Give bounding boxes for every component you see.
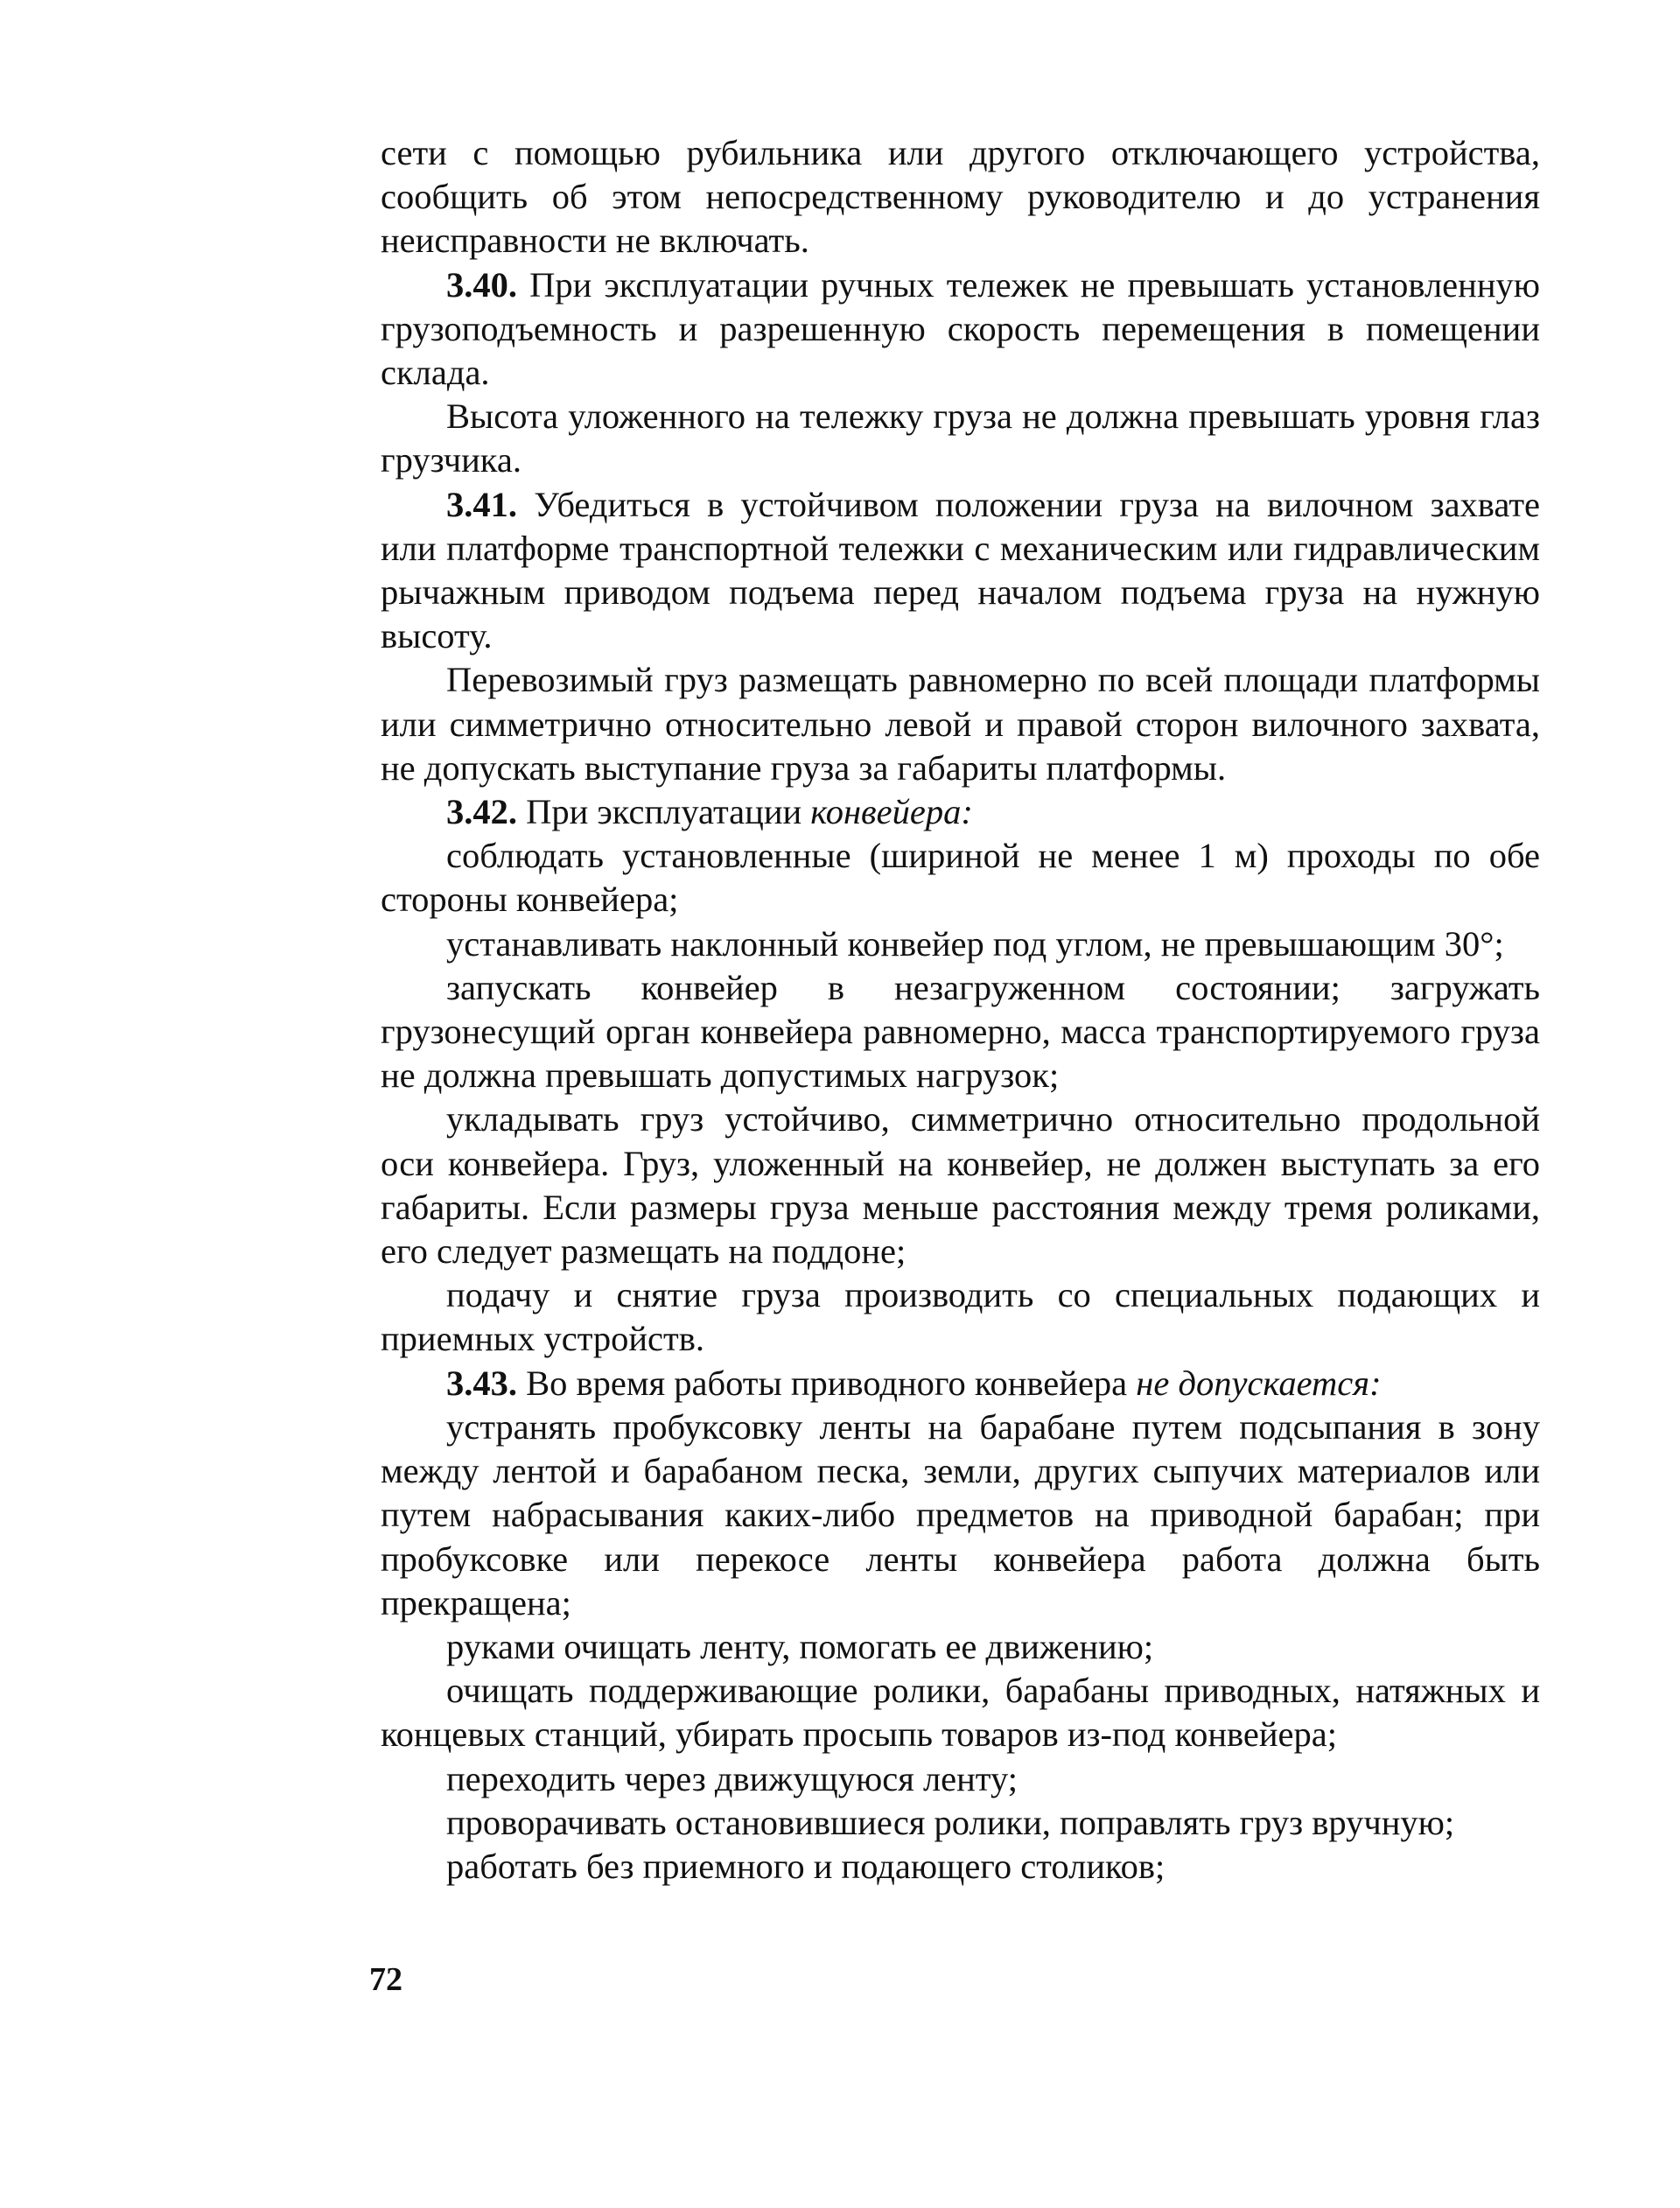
paragraph	[381, 1273, 1540, 1361]
paragraph	[381, 1669, 1540, 1756]
paragraph	[381, 1405, 1540, 1625]
paragraph	[381, 1845, 1540, 1889]
paragraph-text: укладывать груз устойчиво, симметрично относительно продольной оси конвейера. Груз, уложенный на конвейер, не должен выступать за его габариты. Если размеры груза меньше расстояния между тремя роликами, его следует размещать на поддоне;	[381, 1099, 1540, 1272]
paragraph-text: устанавливать наклонный конвейер под углом, не превышающим 30°;	[446, 923, 1504, 964]
paragraph-text: Высота уложенного на тележку груза не должна превышать уровня глаз грузчика.	[381, 396, 1540, 480]
page-number: 72	[369, 1961, 402, 1998]
paragraph-text: очищать поддерживающие ролики, барабаны приводных, натяжных и концевых станций, убирать просыпь товаров из-под конвейера;	[381, 1671, 1540, 1755]
paragraph	[381, 658, 1540, 790]
paragraph-text: соблюдать установленные (шириной не менее 1 м) проходы по обе стороны конвейера;	[381, 836, 1540, 920]
clause-number: 3.41.	[446, 484, 517, 524]
paragraph-text: подачу и снятие груза производить со специальных подающих и приемных устройств.	[381, 1275, 1540, 1359]
paragraph-text: переходить через движущуюся ленту;	[446, 1758, 1018, 1798]
paragraph	[381, 1801, 1540, 1845]
paragraph	[381, 790, 1540, 834]
paragraph-italic-text: не допускается:	[1136, 1363, 1382, 1403]
paragraph-text: работать без приемного и подающего столиков;	[446, 1846, 1166, 1886]
paragraph-text: Во время работы приводного конвейера	[517, 1363, 1137, 1403]
paragraph	[381, 263, 1540, 396]
clause-number: 3.43.	[446, 1363, 517, 1403]
clause-number: 3.40.	[446, 264, 517, 305]
paragraph	[381, 395, 1540, 482]
paragraph	[381, 966, 1540, 1098]
paragraph	[381, 1757, 1540, 1801]
body-text	[381, 131, 1540, 1889]
paragraph	[381, 483, 1540, 659]
paragraph	[381, 1362, 1540, 1405]
paragraph-text: Перевозимый груз размещать равномерно по всей площади платформы или симметрично относительно левой и правой сторон вилочного захвата, не допускать выступание груза за габариты платформы.	[381, 660, 1540, 788]
paragraph-text: Убедиться в устойчивом положении груза на вилочном захвате или платформе транспортной тележки с механическим или гидравлическим рычажным приводом подъема перед началом подъема груза на нужную высоту.	[381, 484, 1540, 656]
paragraph-text: проворачивать остановившиеся ролики, поправлять груз вручную;	[446, 1802, 1455, 1842]
paragraph	[381, 922, 1540, 966]
paragraph-text: запускать конвейер в незагруженном состоянии; загружать грузонесущий орган конвейера равномерно, масса транспортируемого груза не должна превышать допустимых нагрузок;	[381, 967, 1540, 1096]
paragraph	[381, 1097, 1540, 1273]
paragraph-text: сети с помощью рубильника или другого отключающего устройства, сообщить об этом непосредственному руководителю и до устранения неисправности не включать.	[381, 133, 1540, 261]
clause-number: 3.42.	[446, 792, 517, 832]
paragraph-text: руками очищать ленту, помогать ее движению;	[446, 1626, 1154, 1666]
paragraph	[381, 1625, 1540, 1669]
paragraph-text: устранять пробуксовку ленты на барабане путем подсыпания в зону между лентой и барабаном песка, земли, других сыпучих материалов или путем набрасывания каких-либо предметов на приводной барабан; при пробуксовке или перекосе ленты конвейера работа должна быть прекращена;	[381, 1406, 1540, 1623]
paragraph	[381, 834, 1540, 922]
paragraph-italic-text: конвейера:	[810, 792, 973, 832]
paragraph-text: При эксплуатации ручных тележек не превышать установленную грузоподъемность и разрешенную скорость перемещения в помещении склада.	[381, 264, 1540, 393]
paragraph-text: При эксплуатации	[517, 792, 811, 832]
paragraph	[381, 131, 1540, 263]
